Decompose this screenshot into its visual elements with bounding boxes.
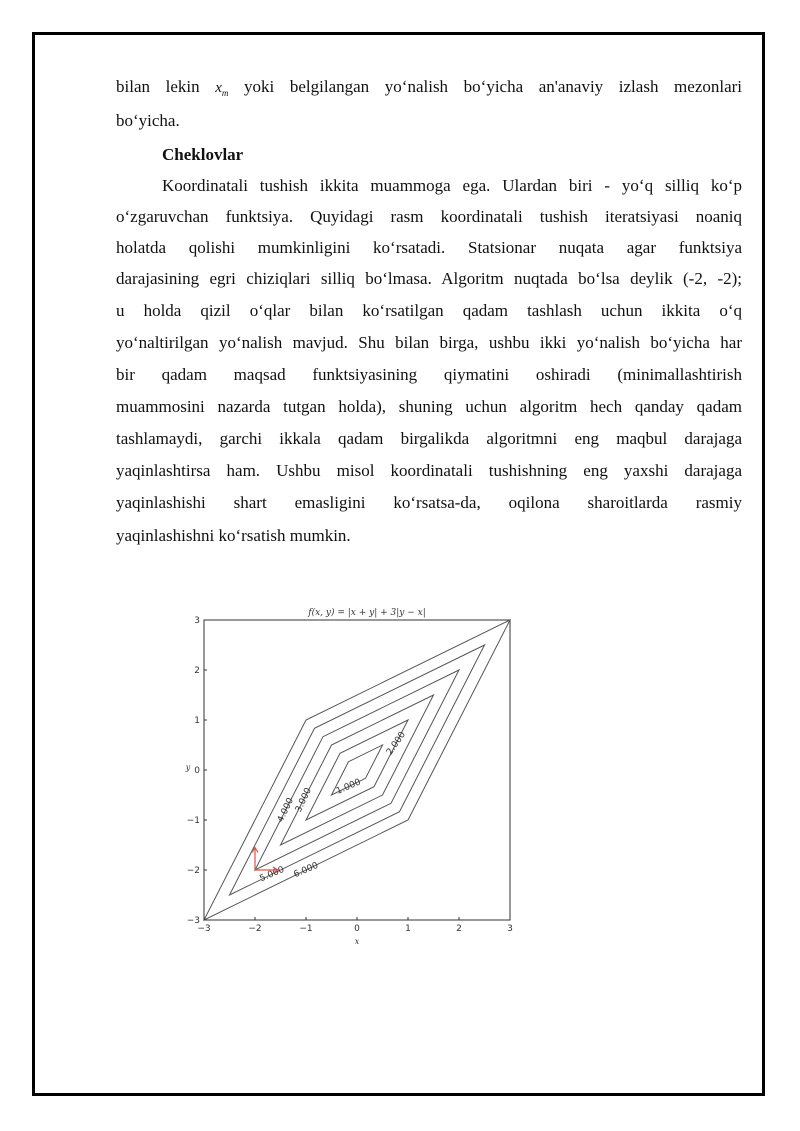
paragraph2-line: yaqinlashishi shart emasligini ko‘rsatsa-da, oqilona sharoitlarda rasmiy (116, 493, 742, 512)
contour-label: 2.000 (385, 730, 408, 758)
y-tick-label: −1 (186, 816, 200, 826)
contour-label: 4.000 (276, 796, 297, 825)
x-tick-label: 1 (405, 924, 411, 934)
variable-x: x (215, 80, 222, 96)
paragraph2-line: muammosini nazarda tutgan holda), shuning uchun algoritm hech qanday qadam (116, 397, 742, 416)
paragraph2-line: yo‘naltirilgan yo‘nalish mavjud. Shu bilan birga, ushbu ikki yo‘nalish bo‘yicha har (116, 333, 742, 352)
x-tick-label: 2 (456, 924, 462, 934)
contour-label: 1.000 (334, 777, 363, 797)
paragraph2-line: bir qadam maqsad funktsiyasining qiymatini oshiradi (minimallashtirish (116, 365, 742, 384)
contour-line-4 (255, 670, 459, 870)
paragraph2-line: o‘zgaruvchan funktsiya. Quyidagi rasm koordinatali tushish iteratsiyasi noaniq (116, 207, 742, 226)
variable-subscript: m (221, 88, 229, 98)
contour-label: 5.000 (258, 864, 287, 885)
y-tick-label: 2 (194, 666, 200, 676)
paragraph2-line: Koordinatali tushish ikkita muammoga ega. Ulardan biri - yo‘q silliq ko‘p (162, 176, 742, 195)
paragraph2-line: u holda qizil o‘qlar bilan ko‘rsatilgan qadam tashlash uchun ikkita o‘q (116, 301, 742, 320)
contour-line-3 (281, 695, 434, 845)
paragraph1-line1 (116, 76, 742, 98)
contour-line-6 (204, 620, 510, 920)
x-tick-label: 3 (507, 924, 513, 934)
chart-title: f(x, y) = |x + y| + 3|y − x| (308, 608, 426, 618)
y-axis-label: y (185, 763, 191, 772)
x-axis-label: x (354, 937, 360, 946)
paragraph2-line: holatda qolishi mumkinligini ko‘rsatadi. Statsionar nuqata agar funktsiya (116, 238, 742, 257)
paragraph2-line: yaqinlashtirsa ham. Ushbu misol koordinatali tushishning eng yaxshi darajaga (116, 461, 742, 480)
y-tick-label: −2 (186, 866, 200, 876)
x-tick-label: 0 (354, 924, 360, 934)
variable-xm (215, 80, 228, 96)
y-tick-label: −3 (186, 916, 200, 926)
x-tick-label: −1 (299, 924, 313, 934)
y-tick-label: 1 (194, 716, 200, 726)
contour-plot (180, 600, 520, 950)
contour-line-2 (306, 720, 408, 820)
text-run: yoki belgilangan yo‘nalish bo‘yicha an'anaviy izlash mezonlari (244, 77, 743, 96)
contour-label: 3.000 (293, 786, 314, 815)
plot-frame (204, 620, 510, 920)
contour-line-5 (230, 645, 485, 895)
text-run: bilan lekin (116, 77, 200, 96)
x-tick-label: −3 (197, 924, 211, 934)
section-heading: Cheklovlar (162, 145, 244, 164)
contour-label: 6.000 (292, 860, 321, 881)
x-tick-label: −2 (248, 924, 262, 934)
contour-figure (180, 600, 520, 950)
paragraph2-line: tashlamaydi, garchi ikkala qadam birgalikda algoritmni eng maqbul darajaga (116, 429, 742, 448)
paragraph1-line2: bo‘yicha. (116, 111, 180, 130)
paragraph2-line: yaqinlashishni ko‘rsatish mumkin. (116, 526, 351, 545)
y-tick-label: 0 (194, 766, 200, 776)
y-tick-label: 3 (194, 616, 200, 626)
paragraph2-line: darajasining egri chiziqlari silliq bo‘lmasa. Algoritm nuqtada bo‘lsa deylik (-2, -2); (116, 269, 742, 288)
